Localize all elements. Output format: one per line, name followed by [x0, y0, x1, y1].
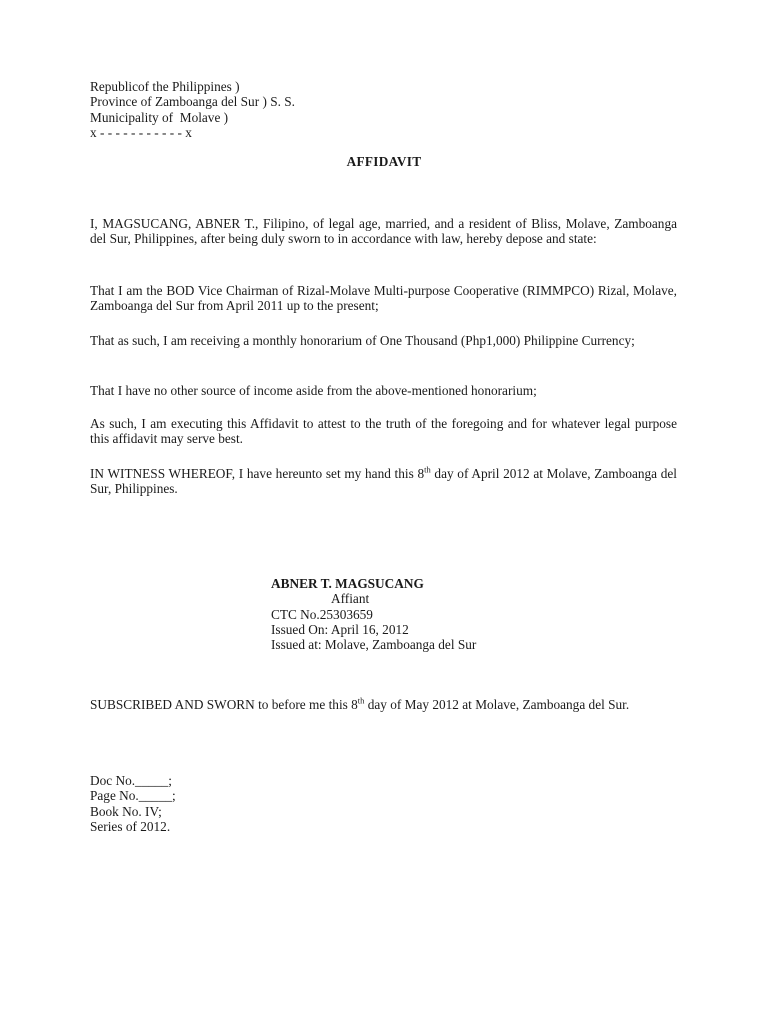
- paragraph-witness: [90, 466, 677, 497]
- venue-separator: x - - - - - - - - - - - x: [90, 124, 192, 140]
- paragraph-position-text: That I am the BOD Vice Chairman of Rizal-Molave Multi-purpose Cooperative (RIMMPCO) Rizal, Molave, Zamboanga del Sur from April 2011 up to the present;: [90, 283, 677, 314]
- notary-series: Series of 2012.: [90, 818, 171, 834]
- witness-ordinal: th: [424, 464, 431, 475]
- subscribed-ordinal: th: [357, 695, 365, 706]
- ctc-issued-on: Issued On: April 16, 2012: [271, 621, 409, 637]
- paragraph-intro: [90, 216, 677, 247]
- venue-municipality: Municipality of Molave ): [90, 109, 229, 125]
- subscribed-text-before: SUBSCRIBED AND SWORN to before me this 8: [90, 697, 358, 712]
- paragraph-purpose: [90, 416, 677, 447]
- venue-province: Province of Zamboanga del Sur ) S. S.: [90, 94, 295, 110]
- affiant-name: ABNER T. MAGSUCANG: [271, 576, 424, 591]
- venue-republic: Republicof the Philippines ): [90, 79, 240, 94]
- paragraph-no-other-income: [90, 383, 677, 398]
- paragraph-subscribed: [90, 697, 677, 712]
- paragraph-honorarium-text: That as such, I am receiving a monthly honorarium of One Thousand (Php1,000) Philippine Currency;: [90, 333, 635, 348]
- paragraph-no-other-income-text: That I have no other source of income aside from the above-mentioned honorarium;: [90, 383, 537, 398]
- paragraph-honorarium: [90, 333, 677, 348]
- paragraph-witness-text: [90, 466, 677, 497]
- signature-block: [271, 576, 591, 652]
- paragraph-position: [90, 283, 677, 314]
- document-title: AFFIDAVIT: [346, 154, 422, 169]
- ctc-issued-at: Issued at: Molave, Zamboanga del Sur: [271, 637, 477, 653]
- notary-block: [90, 773, 390, 834]
- notary-page-no: Page No._____;: [90, 788, 176, 804]
- affiant-role: Affiant: [331, 591, 370, 607]
- witness-text-after: day of April 2012 at Molave, Zamboanga del Sur, Philippines.: [90, 466, 678, 497]
- paragraph-intro-text: I, MAGSUCANG, ABNER T., Filipino, of legal age, married, and a resident of Bliss, Molave, Zamboanga del Sur, Philippines, after being duly sworn to in accordance with law, hereby depose and state:: [90, 216, 677, 247]
- paragraph-subscribed-text: [90, 697, 677, 712]
- notary-doc-no: Doc No._____;: [90, 773, 172, 788]
- notary-book-no: Book No. IV;: [90, 803, 162, 819]
- witness-text-before: IN WITNESS WHEREOF, I have hereunto set my hand this 8: [90, 466, 425, 481]
- venue-block: [90, 79, 510, 140]
- paragraph-purpose-text: As such, I am executing this Affidavit to attest to the truth of the foregoing and for whatever legal purpose this affidavit may serve best.: [90, 416, 677, 447]
- ctc-number: CTC No.25303659: [271, 606, 373, 622]
- subscribed-text-after: day of May 2012 at Molave, Zamboanga del Sur.: [364, 697, 630, 712]
